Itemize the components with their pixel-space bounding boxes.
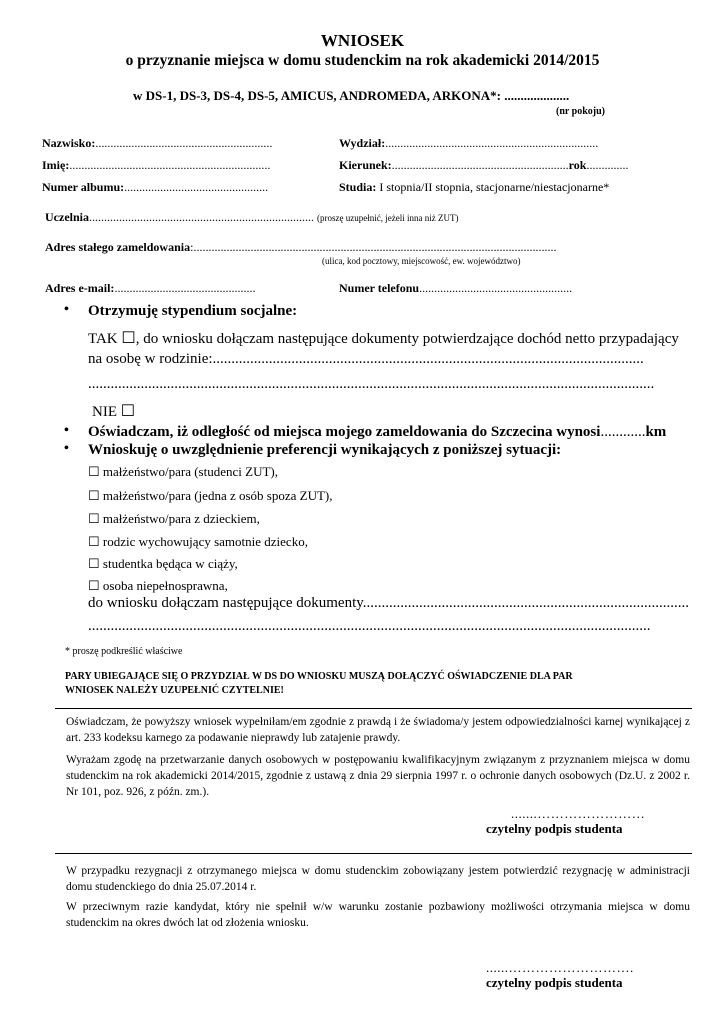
- social-no-row: [92, 401, 135, 421]
- address-label: Adres stałego zameldowania: [45, 240, 191, 254]
- surname-label: Nazwisko:: [42, 136, 96, 150]
- album-label: Numer albumu:: [42, 180, 125, 194]
- major-label: Kierunek:: [339, 158, 392, 172]
- phone-dots: ...................................................: [419, 281, 573, 295]
- email-label: Adres e-mail:: [45, 281, 115, 295]
- faculty-label: Wydział:: [339, 136, 386, 150]
- first-name-label: Imię:: [42, 158, 70, 172]
- social-yes-text: , do wniosku dołączam następujące dokumenty potwierdzające dochód netto przypadający: [135, 331, 679, 347]
- phone-field[interactable]: [339, 281, 572, 296]
- social-yes-checkbox[interactable]: ☐: [121, 330, 136, 347]
- university-dots: ...........................................................................: [89, 210, 314, 224]
- room-note: (nr pokoju): [556, 106, 605, 117]
- first-name-field[interactable]: [42, 158, 270, 173]
- divider-1: [55, 708, 692, 709]
- preference-item[interactable]: ☐ małżeństwo/para (studenci ZUT),: [88, 464, 278, 479]
- first-name-dots: ...................................................................: [69, 158, 271, 172]
- notice-legibility: WNIOSEK NALEŻY UZUPEŁNIĆ CZYTELNIE!: [65, 685, 284, 696]
- address-note: (ulica, kod pocztowy, miejscowość, ew. województwo): [322, 256, 521, 266]
- distance-unit: km: [645, 424, 667, 440]
- faculty-field[interactable]: [339, 136, 598, 151]
- album-dots: ................................................: [124, 180, 269, 194]
- address-field[interactable]: [45, 240, 556, 255]
- major-dots: ...........................................................: [391, 158, 569, 172]
- preference-item[interactable]: ☐ osoba niepełnosprawna,: [88, 578, 228, 593]
- signature-line-1[interactable]: .......……………………: [511, 806, 646, 821]
- university-label: Uczelnia: [45, 210, 89, 224]
- phone-label: Numer telefonu: [339, 281, 420, 295]
- divider-2: [55, 853, 692, 854]
- email-dots: ...............................................: [114, 281, 256, 295]
- notice-pairs: PARY UBIEGAJĄCE SIĘ O PRZYDZIAŁ W DS DO WNIOSKU MUSZĄ DOŁĄCZYĆ OŚWIADCZENIE DLA PAR: [65, 671, 573, 682]
- university-note: (proszę uzupełnić, jeżeli inna niż ZUT): [317, 213, 459, 223]
- resignation-info: W przypadku rezygnacji z otrzymanego miejsca w domu studenckim zobowiązany jestem potwierdzić rezygnację w administracji domu studenckiego do dnia 25.07.2014 r.: [66, 865, 690, 893]
- studies-field[interactable]: [339, 180, 609, 195]
- preferences-docs-dots[interactable]: ......................................................................................................................................................: [88, 618, 651, 634]
- social-heading: • Otrzymuję stypendium socjalne:: [88, 303, 297, 320]
- signature-line-2[interactable]: ......……………………….: [486, 960, 634, 975]
- footnote: * proszę podkreślić właściwe: [65, 646, 183, 657]
- dorms-line[interactable]: w DS-1, DS-3, DS-4, DS-5, AMICUS, ANDROMEDA, ARKONA*: ....................: [133, 88, 570, 103]
- preference-item[interactable]: ☐ małżeństwo/para (jedna z osób spoza ZUT),: [88, 488, 333, 503]
- social-yes-label: TAK: [88, 331, 118, 347]
- declaration-liability: Oświadczam, że powyższy wniosek wypełniłam/em zgodnie z prawdą i że świadoma/y jestem odpowiedzialności karnej wynikającej z art. 233 kodeksu karnego za podawanie nieprawdy lub zatajenie prawdy.: [66, 716, 690, 744]
- social-yes-row: [88, 328, 679, 348]
- form-subtitle: o przyznanie miejsca w domu studenckim na rok akademicki 2014/2015: [125, 52, 600, 69]
- distance-dots[interactable]: ............: [600, 424, 646, 440]
- email-field[interactable]: [45, 281, 255, 296]
- preference-item[interactable]: ☐ małżeństwo/para z dzieckiem,: [88, 511, 260, 526]
- distance-row: [88, 424, 666, 441]
- surname-field[interactable]: [42, 136, 272, 151]
- signature-label-1: czytelny podpis studenta: [486, 821, 623, 836]
- distance-text: Oświadczam, iż odległość od miejsca mojego zameldowania do Szczecina wynosi: [88, 424, 601, 440]
- year-dots: ..............: [586, 158, 629, 172]
- studies-label: Studia:: [339, 180, 377, 194]
- declaration-data-consent: Wyrażam zgodę na przetwarzanie danych osobowych w postępowaniu kwalifikacyjnym związanym z przyznaniem miejsca w domu studenckim na rok akademicki 2014/2015, zgodnie z ustawą z dnia 29 sierpnia 1997 r. o ochronie danych osobowych (Dz.U. z 2002 r. Nr 101, poz. 926, z późn. zm.).: [66, 754, 690, 798]
- year-label: rok: [568, 158, 587, 172]
- university-field[interactable]: [45, 210, 458, 225]
- faculty-dots: .......................................................................: [385, 136, 599, 150]
- signature-label-2: czytelny podpis studenta: [486, 975, 623, 990]
- social-no-label: NIE: [92, 404, 117, 420]
- surname-dots: ...........................................................: [95, 136, 273, 150]
- resignation-penalty: W przeciwnym razie kandydat, który nie spełnił w/w warunku zostanie pozbawiony możliwości otrzymania miejsca w domu studenckim na okres dwóch lat od złożenia wniosku.: [66, 901, 690, 929]
- major-field[interactable]: [339, 158, 628, 173]
- social-dots-line[interactable]: .......................................................................................................................................................: [88, 376, 655, 392]
- studies-value: I stopnia/II stopnia, stacjonarne/niestacjonarne*: [379, 180, 610, 194]
- album-field[interactable]: [42, 180, 268, 195]
- preference-item[interactable]: ☐ studentka będąca w ciąży,: [88, 556, 238, 571]
- preferences-docs[interactable]: do wniosku dołączam następujące dokumenty.......................................................................................: [88, 595, 690, 611]
- address-dots: :.........................................................................................................................: [190, 240, 557, 254]
- social-no-checkbox[interactable]: ☐: [120, 403, 136, 420]
- form-title: WNIOSEK: [320, 31, 405, 50]
- preference-item[interactable]: ☐ rodzic wychowujący samotnie dziecko,: [88, 534, 308, 549]
- social-yes-text2[interactable]: na osobę w rodzinie:...................................................................................................................: [88, 351, 644, 367]
- preferences-heading: • Wnioskuję o uwzględnienie preferencji wynikających z poniższej sytuacji:: [88, 442, 561, 459]
